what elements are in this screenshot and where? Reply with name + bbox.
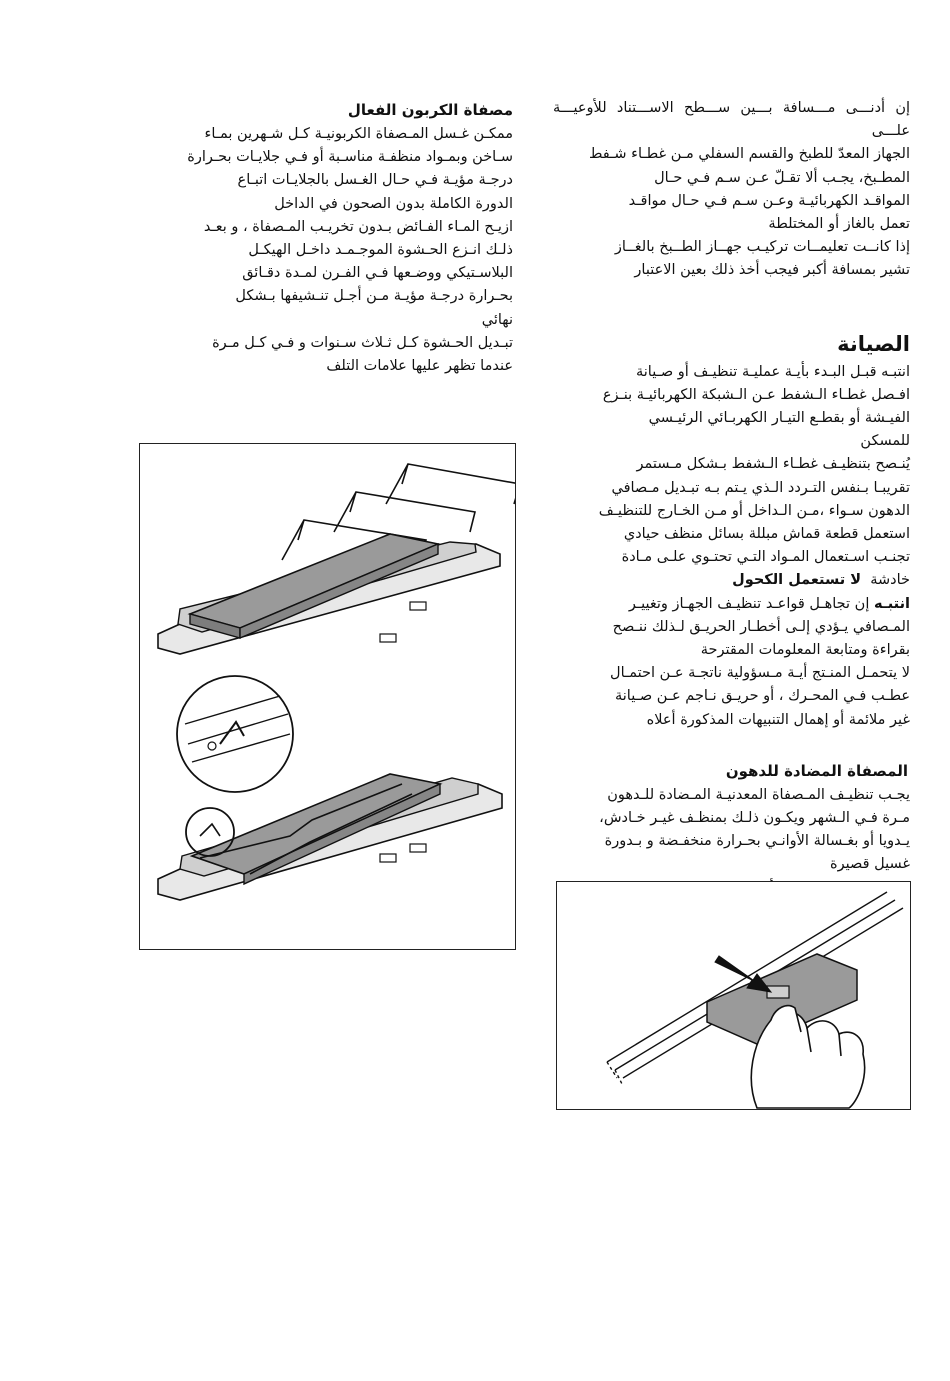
carbon-filter-line: الدورة الكاملة بدون الصحون في الداخل: [274, 195, 513, 212]
intro-line: الجهاز المعدّ للطبخ والقسم السفلي مـن غطـاء شـفط: [589, 146, 910, 163]
grease-filter-line: غسيل قصيرة: [830, 856, 910, 873]
no-alcohol-warning: لا تستعمل الكحول: [732, 572, 862, 589]
maintenance-line: افـصل غطـاء الـشفط عـن الـشبكة الكهربائيـة بنـزع: [602, 386, 910, 403]
maintenance-line: تجنـب اسـتعمال المـواد التـي تحتـوي علـى مـادة: [621, 549, 910, 566]
caution-word: انتبـه: [873, 595, 910, 612]
grease-filter-removal-diagram: [557, 882, 910, 1109]
carbon-filter-line: درجـة مؤيـة فـي حـال الغـسل بالجلايـات اتبـاع: [237, 172, 513, 189]
right-text-column: [553, 97, 910, 946]
left-text-column: [138, 97, 513, 378]
grease-filter-figure: [556, 881, 911, 1110]
grease-filter-heading: المصفاة المضادة للدهون: [725, 761, 908, 780]
intro-line: المطـبخ، يجـب ألا تقـلّ عـن سـم فـي حـال: [654, 169, 910, 186]
carbon-filter-line: عندما تظهر عليها علامات التلف: [326, 358, 513, 375]
maintenance-line: انتبـه قبـل البـدء بأيـة عمليـة تنظيـف أو صـيانة: [635, 363, 910, 380]
carbon-filter-line: تبـديل الحـشوة كـل ثـلاث سـنوات و فـي كـل مـرة: [212, 334, 513, 351]
maintenance-line: استعمل قطعة قماش مبللة بسائل منظف حيادي: [623, 526, 910, 543]
grease-filter-line: يـدويا أو بغـسالة الأوانـي بحـرارة منخفـضة و بـدورة: [604, 833, 910, 850]
grease-filter-line: يجـب تنظيـف المـصفاة المعدنيـة المـضادة للـدهون: [607, 786, 910, 803]
carbon-filter-line: ذلـك انـزع الحـشوة الموجـمـد داخـل الهيكـل: [248, 242, 513, 259]
intro-line: المواقـد الكهربائيـة وعـن سـم فـي حـال مواقـد: [628, 192, 910, 209]
carbon-filter-line: البلاسـتيكي ووضـعها فـي الفـرن لمـدة دقـائق: [242, 265, 513, 282]
carbon-filter-line: سـاخن وبمـواد منظفـة مناسـبة أو فـي جلايـات بحـرارة: [187, 149, 513, 166]
abrasive-line: [553, 569, 910, 592]
intro-line: إن أدنـــى مـــسافة بـــين ســـطح الاســـتناد للأوعيـــة علـــى: [553, 100, 910, 140]
caution-line: بقراءة ومتابعة المعلومات المقترحة: [700, 642, 910, 659]
grease-filter-line: مـرة فـي الـشهر ويكـون ذلـك بمنظـف غيـر خـادش،: [599, 810, 910, 827]
detail-magnifier-top: [177, 676, 293, 792]
caution-line: المـصافي يـؤدي إلـى أخطـار الحريـق لـذلك ننـصح: [612, 618, 910, 635]
maintenance-line: يُنـصح بتنظيـف غطـاء الـشفط بـشكل مـستمر: [636, 456, 910, 473]
carbon-filter-line: ممكـن غـسل المـصفاة الكربونيـة كـل شـهرين بمـاء: [204, 126, 513, 142]
maintenance-line: الفيـشة أو بقطـع التيـار الكهربـائي الرئيـسي: [648, 410, 910, 427]
intro-line: إذا كانــت تعليمــات تركيـب جهــاز الطــبخ بالغــاز: [614, 239, 910, 256]
caution-line: [553, 593, 910, 616]
carbon-filter-diagram: [140, 444, 515, 949]
maintenance-line: الدهون سـواء ،مـن الـداخل أو مـن الخـارج للتنظيـف: [598, 502, 910, 519]
maintenance-line: للمسكن: [860, 433, 910, 450]
caution-line: عطـب فـي المحـرك ، أو حريـق نـاجم عـن صـيانة: [614, 688, 910, 705]
intro-line: تشير بمسافة أكبر فيجب أخذ ذلك بعين الاعتبار: [634, 262, 910, 279]
intro-line: تعمل بالغاز أو المختلطة: [768, 216, 910, 233]
carbon-filter-line: نهائي: [481, 311, 513, 328]
carbon-filter-line: ازيـح المـاء الفـائض بـدون تخريـب المـصفاة ، و بعـد: [203, 218, 513, 235]
carbon-filter-line: بحـرارة درجـة مؤيـة مـن أجـل تنـشيفها بـشكل: [235, 288, 513, 305]
upper-frame: [158, 534, 500, 654]
lower-frame: [158, 774, 502, 900]
maintenance-heading: الصيانة: [837, 331, 910, 356]
carbon-filter-heading: مصفاة الكربون الفعال: [347, 101, 513, 119]
caution-line: لا يتحمـل المنـتج أيـة مـسؤولية ناتجـة عـن احتمـال: [610, 665, 910, 682]
carbon-filter-figure: [139, 443, 516, 950]
maintenance-line: تقريبـا بـنفس التـردد الـذي يـتم بـه تبـديل مـصافي: [611, 479, 910, 496]
caution-line: غير ملائمة أو إهمال التنبيهات المذكورة أعلاه: [646, 711, 910, 728]
caution-text: إن تجاهـل قواعـد تنظيـف الجهـاز وتغييـر: [628, 595, 870, 612]
abrasive-word: خادشة: [870, 572, 910, 589]
